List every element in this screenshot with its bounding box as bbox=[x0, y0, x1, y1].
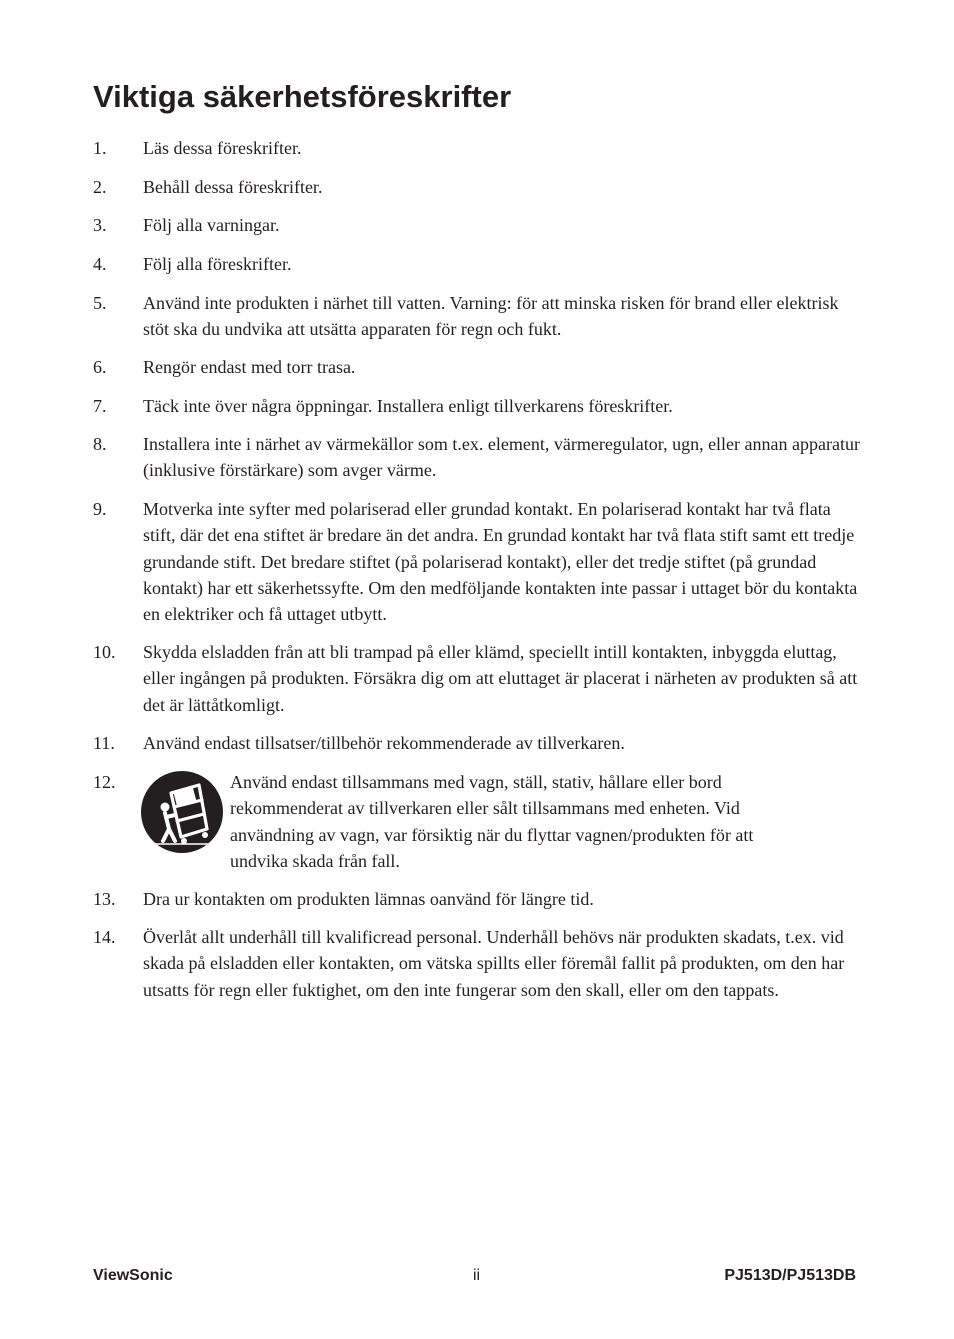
item-number: 8. bbox=[93, 434, 107, 454]
list-item bbox=[93, 886, 863, 912]
item-text: Följ alla föreskrifter. bbox=[143, 254, 292, 274]
item-number: 3. bbox=[93, 215, 107, 235]
item-text: Överlåt allt underhåll till kvalificread personal. Underhåll behövs när produkten skadats, t.ex. vid skada på elsladden eller kontakten, om vätska spillts eller föremål fallit på produkten, om den har utsatts för regn eller fuktighet, om den inte fungerar som den skall, eller om den tappats. bbox=[143, 927, 845, 1000]
list-item bbox=[93, 251, 863, 277]
item-number: 14. bbox=[93, 927, 116, 947]
footer-brand: ViewSonic bbox=[93, 1267, 173, 1284]
item-text: Använd inte produkten i närhet till vatten. Varning: för att minska risken för brand eller elektrisk stöt ska du undvika att utsätta apparaten för regn och fukt. bbox=[143, 293, 839, 340]
item-text: Använd endast tillsatser/tillbehör rekommenderade av tillverkaren. bbox=[143, 733, 625, 753]
list-item bbox=[93, 431, 863, 484]
item-number: 11. bbox=[93, 733, 115, 753]
item-number: 13. bbox=[93, 889, 116, 909]
item-text: Använd endast tillsammans med vagn, ställ, stativ, hållare eller bord rekommenderat av tillverkaren eller sålt tillsammans med enheten. Vid användning av vagn, var försiktig när du flyttar vagnen/produkten för att undvika skada från fall. bbox=[230, 772, 754, 871]
list-item bbox=[93, 639, 863, 718]
item-number: 10. bbox=[93, 642, 116, 662]
item-number: 2. bbox=[93, 177, 107, 197]
list-item bbox=[93, 290, 863, 343]
cart-tip-over-warning-icon bbox=[141, 771, 223, 853]
item-text: Skydda elsladden från att bli trampad på eller klämd, speciellt intill kontakten, inbyggda eluttag, eller ingången på produkten. Försäkra dig om att eluttaget är placerat i närheten av produkten så att det är lättåtkomligt. bbox=[143, 642, 858, 715]
item-number: 9. bbox=[93, 499, 107, 519]
list-item bbox=[93, 924, 863, 1003]
page-title: Viktiga säkerhetsföreskrifter bbox=[93, 79, 512, 114]
item-text: Följ alla varningar. bbox=[143, 215, 280, 235]
item-text: Rengör endast med torr trasa. bbox=[143, 357, 356, 377]
item-text: Installera inte i närhet av värmekällor som t.ex. element, värmeregulator, ugn, eller annan apparatur (inklusive förstärkare) som avger värme. bbox=[143, 434, 860, 481]
footer-page-number: ii bbox=[473, 1267, 481, 1284]
item-number: 5. bbox=[93, 293, 107, 313]
item-text: Motverka inte syfter med polariserad eller grundad kontakt. En polariserad kontakt har två flata stift, där det ena stiftet är bredare än det andra. En grundad kontakt har två flata stift samt ett tredje grundande stift. Det bredare stiftet (på polariserad kontakt), eller det tredje stiftet (på grundad kontakt) har ett säkerhetssyfte. Om den medföljande kontakten inte passar i uttaget bör du kontakta en elektriker och få uttaget utbytt. bbox=[143, 499, 858, 625]
list-item bbox=[93, 730, 863, 756]
item-number: 7. bbox=[93, 396, 107, 416]
list-item bbox=[93, 135, 863, 161]
item-text: Läs dessa föreskrifter. bbox=[143, 138, 302, 158]
item-text: Dra ur kontakten om produkten lämnas oanvänd för längre tid. bbox=[143, 889, 594, 909]
list-item bbox=[93, 769, 813, 874]
list-item bbox=[93, 354, 863, 380]
list-item bbox=[93, 212, 863, 238]
item-number: 1. bbox=[93, 138, 107, 158]
item-text: Behåll dessa föreskrifter. bbox=[143, 177, 323, 197]
item-number: 12. bbox=[93, 772, 116, 792]
list-item bbox=[93, 174, 863, 200]
list-item bbox=[93, 496, 863, 627]
footer-model: PJ513D/PJ513DB bbox=[724, 1267, 856, 1284]
item-text: Täck inte över några öppningar. Installera enligt tillverkarens föreskrifter. bbox=[143, 396, 673, 416]
item-number: 6. bbox=[93, 357, 107, 377]
item-number: 4. bbox=[93, 254, 107, 274]
list-item bbox=[93, 393, 863, 419]
